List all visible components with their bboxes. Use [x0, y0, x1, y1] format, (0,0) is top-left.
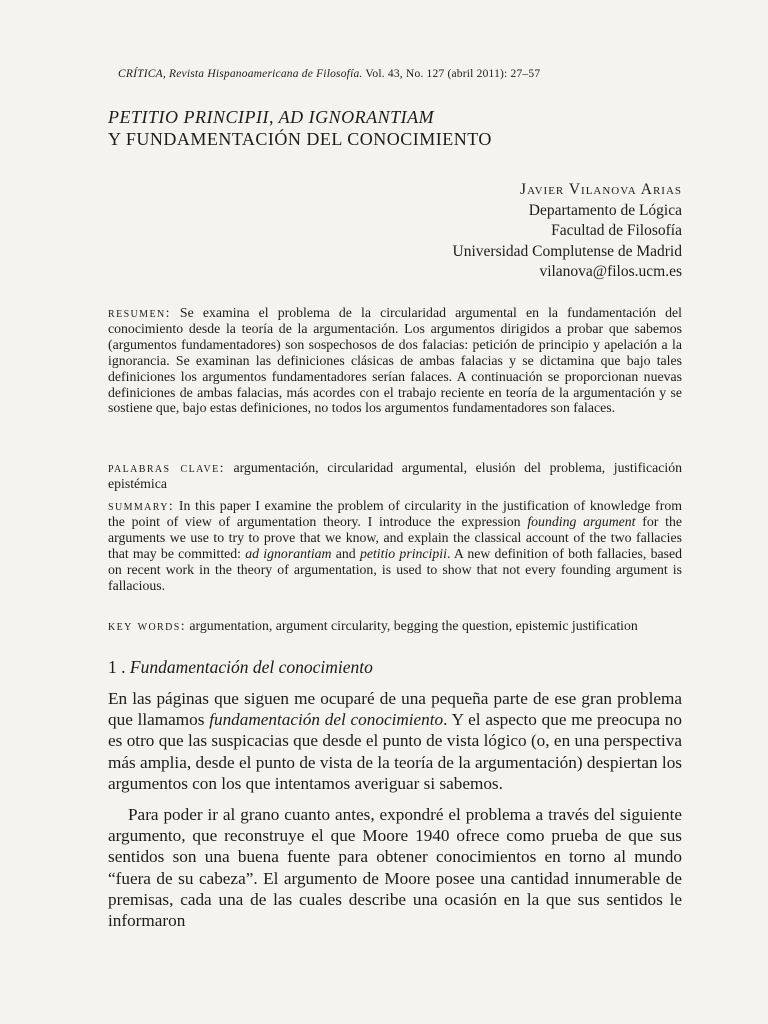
- summary-term-founding-argument: founding argument: [527, 513, 636, 529]
- key-words-label: key words:: [108, 618, 186, 633]
- author-email: vilanova@filos.ucm.es: [539, 263, 682, 280]
- section-number: 1 .: [108, 657, 130, 677]
- paragraph-1-text-2: . Y el aspecto que me preocupa no es otro que las suspicacias que desde el punto de vista lógico (o, en una perspectiva más amplia, desde el punto de vista de la teoría de la argumentación) despiertan los argumentos con los que intentamos averiguar si sabemos.: [108, 710, 682, 793]
- summary-text-2: for the arguments we use to try to prove that we know, and explain the classical account of the two fallacies that may be committed:: [108, 513, 682, 561]
- summary-text-1: In this paper I examine the problem of circularity in the justification of knowledge from the point of view of argumentation theory. I introduce the expression: [108, 498, 682, 529]
- key-words-text: argumentation, argument circularity, begging the question, epistemic justification: [185, 618, 638, 633]
- section-heading: [108, 657, 682, 678]
- resumen-text: Se examina el problema de la circularidad argumental en la fundamentación del conocimiento desde la teoría de la argumentación. Los argumentos dirigidos a probar que sabemos (argumentos fundamentadores) son sospechosos de dos falacias: petición de principio y apelación a la ignorancia. Se examinan las definiciones clásicas de ambas falacias y se dictamina que bajo tales definiciones los argumentos fundamentadores serían falaces. A continuación se proporcionan nuevas definiciones de ambas falacias, más acordes con el trabajo reciente en teoría de la argumentación y se sostiene que, bajo estas definiciones, no todos los argumentos fundamentadores son falaces.: [108, 305, 682, 416]
- section-title: Fundamentación del conocimiento: [129, 657, 373, 677]
- title-line-2: Y FUNDAMENTACIÓN DEL CONOCIMIENTO: [108, 129, 492, 149]
- title-line-1: PETITIO PRINCIPII, AD IGNORANTIAM: [108, 107, 435, 127]
- paper-title: [108, 106, 682, 150]
- paragraph-1-term: fundamentación del conocimiento: [209, 710, 444, 730]
- summary-term-ad-ignorantiam: ad ignorantiam: [245, 545, 332, 561]
- journal-issue: Vol. 43, No. 127 (abril 2011): 27–57: [362, 68, 541, 80]
- author-department: Departamento de Lógica: [528, 201, 682, 219]
- author-name: Javier Vilanova Arias: [520, 181, 682, 198]
- journal-header: [118, 68, 682, 80]
- author-faculty: Facultad de Filosofía: [551, 222, 682, 239]
- palabras-clave-block: [108, 460, 682, 492]
- resumen-label: resumen:: [108, 305, 171, 320]
- palabras-clave-text: argumentación, circularidad argumental, elusión del problema, justificación epistémica: [108, 460, 682, 491]
- summary-block: [108, 498, 682, 593]
- key-words-block: [108, 618, 682, 634]
- summary-label: summary:: [108, 498, 175, 513]
- author-block: [453, 180, 682, 283]
- body-paragraph-1: [108, 688, 682, 794]
- resumen-block: [108, 305, 682, 416]
- summary-text-4: . A new definition of both fallacies, based on recent work in the theory of argumentation, is used to show that not every founding argument is fallacious.: [108, 545, 682, 593]
- palabras-clave-label: palabras clave:: [108, 460, 225, 475]
- author-university: Universidad Complutense de Madrid: [452, 242, 682, 260]
- journal-name: CRÍTICA, Revista Hispanoamericana de Filosofía.: [118, 68, 363, 80]
- summary-term-petitio-principii: petitio principii: [359, 545, 447, 561]
- summary-text-3: and: [331, 545, 360, 561]
- body-paragraph-2: Para poder ir al grano cuanto antes, expondré el problema a través del siguiente argumento, que reconstruye el que Moore 1940 ofrece como prueba de que sus sentidos son una buena fuente para obtener conocimientos en torno al mundo “fuera de su cabeza”. El argumento de Moore posee una cantidad innumerable de premisas, cada una de las cuales describe una ocasión en la que sus sentidos le informaron: [108, 805, 682, 931]
- paragraph-1-text-1: En las páginas que siguen me ocuparé de una pequeña parte de ese gran problema que llamamos: [108, 689, 682, 730]
